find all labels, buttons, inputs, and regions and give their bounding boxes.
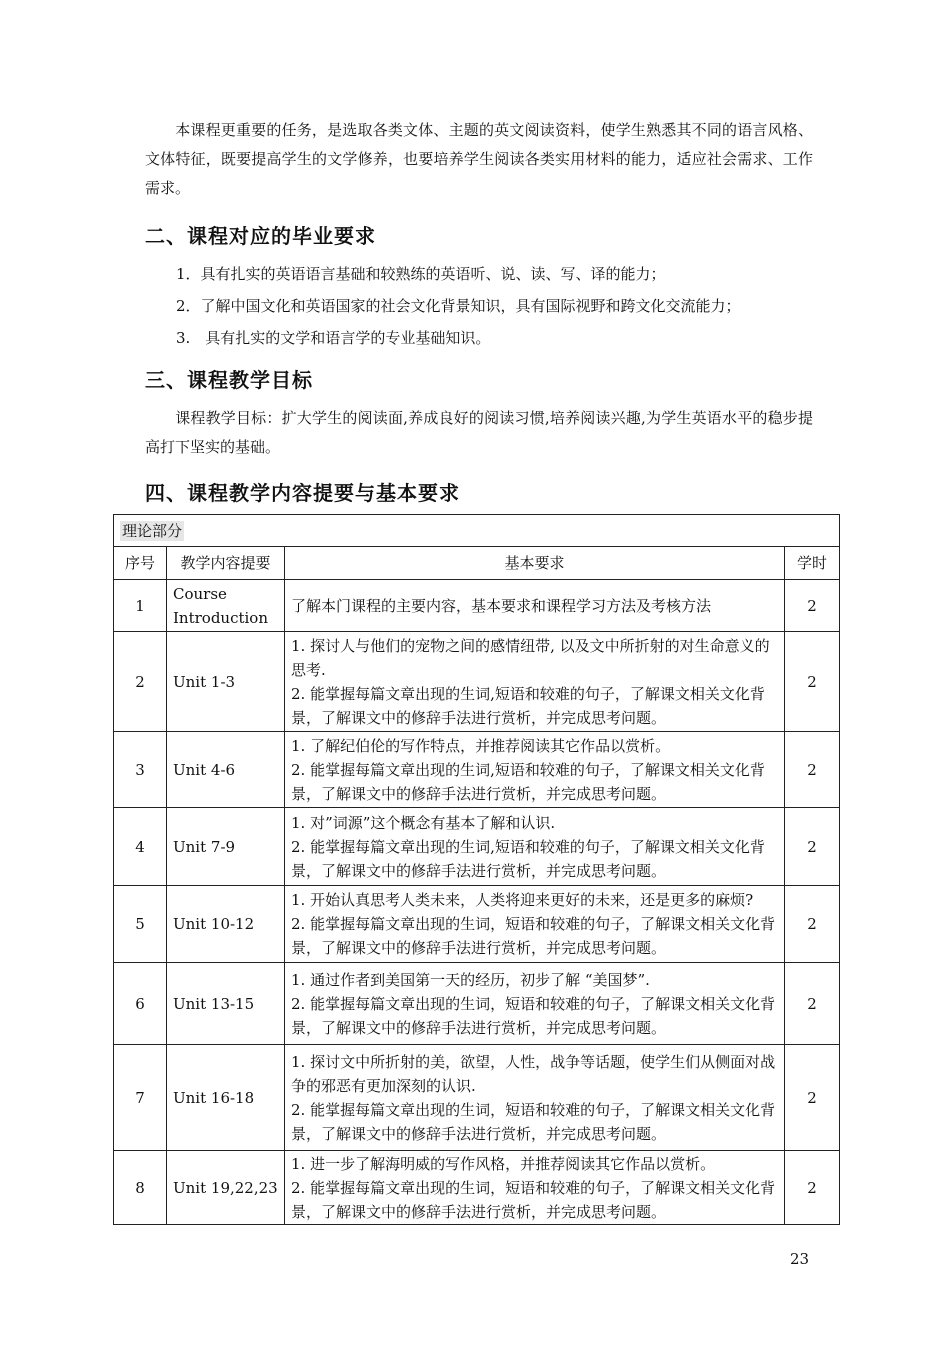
row-hours: 2: [785, 632, 840, 732]
row-hours: 2: [785, 963, 840, 1045]
row-hours: 2: [785, 1151, 840, 1225]
row-requirements: 了解本门课程的主要内容，基本要求和课程学习方法及考核方法: [285, 580, 785, 632]
header-requirements: 基本要求: [285, 547, 785, 580]
requirement-item-1: 1．具有扎实的英语语言基础和较熟练的英语听、说、读、写、译的能力；: [176, 265, 666, 283]
row-hours: 2: [785, 808, 840, 886]
page-number: 23: [790, 1250, 810, 1268]
row-content: Unit 19,22,23: [167, 1151, 285, 1225]
theory-section-label: 理论部分: [122, 521, 183, 540]
theory-section-cell: [114, 515, 840, 547]
row-content: Unit 13-15: [167, 963, 285, 1045]
row-requirements: 1. 开始认真思考人类未来，人类将迎来更好的未来，还是更多的麻烦? 2. 能掌握每篇文章出现的生词，短语和较难的句子，了解课文相关文化背景，了解课文中的修辞手法进行赏析，并完成思考问题。: [285, 886, 785, 963]
course-content-table: [113, 514, 840, 1225]
row-num: 2: [114, 632, 167, 732]
row-num: 1: [114, 580, 167, 632]
row-hours: 2: [785, 732, 840, 808]
header-hours: 学时: [785, 547, 840, 580]
row-num: 5: [114, 886, 167, 963]
teaching-goal-paragraph: 课程教学目标：扩大学生的阅读面,养成良好的阅读习惯,培养阅读兴趣,为学生英语水平的稳步提高打下坚实的基础。: [145, 409, 813, 456]
intro-paragraph: 本课程更重要的任务，是选取各类文体、主题的英文阅读资料，使学生熟悉其不同的语言风格、文体特征，既要提高学生的文学修养，也要培养学生阅读各类实用材料的能力，适应社会需求、工作需求。: [145, 121, 813, 197]
header-content: 教学内容提要: [167, 547, 285, 580]
row-requirements: 1. 探讨文中所折射的美，欲望，人性，战争等话题，使学生们从侧面对战争的邪恶有更加深刻的认识. 2. 能掌握每篇文章出现的生词，短语和较难的句子，了解课文相关文化背景，了解课文中的修辞手法进行赏析，并完成思考问题。: [285, 1045, 785, 1151]
section-4-title: 四、课程教学内容提要与基本要求: [145, 481, 460, 505]
table-row: [114, 732, 840, 808]
row-num: 8: [114, 1151, 167, 1225]
row-content: Unit 10-12: [167, 886, 285, 963]
table-header-row: [114, 547, 840, 580]
table-row: [114, 1151, 840, 1225]
row-num: 4: [114, 808, 167, 886]
table-row: [114, 808, 840, 886]
row-hours: 2: [785, 886, 840, 963]
table-row: [114, 580, 840, 632]
row-requirements: 1. 探讨人与他们的宠物之间的感情纽带, 以及文中所折射的对生命意义的思考. 2. 能掌握每篇文章出现的生词,短语和较难的句子，了解课文相关文化背景，了解课文中的修辞手法进行赏析，并完成思考问题。: [285, 632, 785, 732]
row-hours: 2: [785, 1045, 840, 1151]
row-requirements: 1. 进一步了解海明威的写作风格，并推荐阅读其它作品以赏析。 2. 能掌握每篇文章出现的生词，短语和较难的句子，了解课文相关文化背景，了解课文中的修辞手法进行赏析，并完成思考问题。: [285, 1151, 785, 1225]
row-num: 6: [114, 963, 167, 1045]
table-row: [114, 963, 840, 1045]
row-hours: 2: [785, 580, 840, 632]
section-2-title: 二、课程对应的毕业要求: [145, 224, 376, 248]
row-content: Unit 7-9: [167, 808, 285, 886]
row-content: Unit 4-6: [167, 732, 285, 808]
row-content: Course Introduction: [167, 580, 285, 632]
row-requirements: 1. 对”词源”这个概念有基本了解和认识. 2. 能掌握每篇文章出现的生词,短语和较难的句子，了解课文相关文化背景，了解课文中的修辞手法进行赏析，并完成思考问题。: [285, 808, 785, 886]
row-content: Unit 1-3: [167, 632, 285, 732]
table-row: [114, 1045, 840, 1151]
section-3-title: 三、课程教学目标: [145, 368, 313, 392]
requirement-item-3: 3. 具有扎实的文学和语言学的专业基础知识。: [176, 329, 491, 347]
row-num: 7: [114, 1045, 167, 1151]
requirement-item-2: 2．了解中国文化和英语国家的社会文化背景知识，具有国际视野和跨文化交流能力；: [176, 297, 741, 315]
table-row: [114, 632, 840, 732]
table-row: [114, 886, 840, 963]
header-num: 序号: [114, 547, 167, 580]
table-section-row: [114, 515, 840, 547]
row-num: 3: [114, 732, 167, 808]
row-requirements: 1. 了解纪伯伦的写作特点，并推荐阅读其它作品以赏析。 2. 能掌握每篇文章出现的生词,短语和较难的句子，了解课文相关文化背景，了解课文中的修辞手法进行赏析，并完成思考问题。: [285, 732, 785, 808]
row-requirements: 1. 通过作者到美国第一天的经历，初步了解 “美国梦”. 2. 能掌握每篇文章出现的生词，短语和较难的句子，了解课文相关文化背景，了解课文中的修辞手法进行赏析，并完成思考问题。: [285, 963, 785, 1045]
row-content: Unit 16-18: [167, 1045, 285, 1151]
